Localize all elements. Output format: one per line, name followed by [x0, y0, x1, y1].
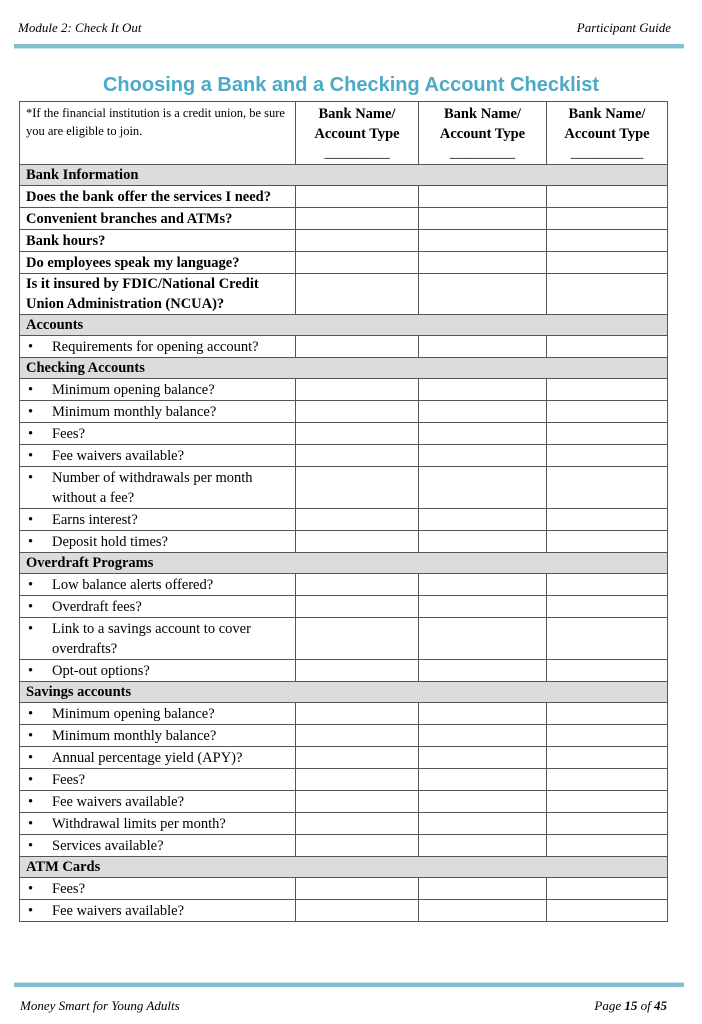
checklist-row — [20, 509, 668, 531]
checklist-row — [20, 618, 668, 660]
column-header-bank-1 — [296, 102, 419, 165]
answer-cell-bank-2[interactable] — [419, 186, 547, 208]
checklist-row — [20, 835, 668, 857]
bullet-text: Low balance alerts offered? — [52, 576, 214, 593]
section-heading: Savings accounts — [20, 682, 668, 703]
bullet-icon: • — [28, 815, 34, 832]
answer-cell-bank-3[interactable] — [547, 596, 668, 618]
answer-cell-bank-1[interactable] — [296, 747, 419, 769]
bullet-icon: • — [28, 381, 34, 398]
checklist-question — [20, 401, 296, 423]
checklist-question — [20, 379, 296, 401]
bullet-item — [26, 726, 289, 746]
answer-cell-bank-3[interactable] — [547, 791, 668, 813]
bullet-item — [26, 901, 289, 921]
column-header-line1: Bank Name/ — [444, 106, 521, 122]
checklist-row — [20, 725, 668, 747]
answer-cell-bank-1[interactable] — [296, 531, 419, 553]
answer-cell-bank-3[interactable] — [547, 725, 668, 747]
bullet-icon: • — [28, 469, 34, 486]
bullet-icon: • — [28, 447, 34, 464]
eligibility-note: *If the financial institution is a credit union, be sure you are eligible to join. — [20, 102, 296, 165]
answer-cell-bank-1[interactable] — [296, 703, 419, 725]
bullet-item — [26, 575, 289, 595]
bullet-icon: • — [28, 771, 34, 788]
section-heading: Overdraft Programs — [20, 553, 668, 574]
bullet-item — [26, 468, 289, 508]
answer-cell-bank-1[interactable] — [296, 813, 419, 835]
bullet-text: Link to a savings account to cover overdrafts? — [52, 620, 251, 657]
bullet-text: Overdraft fees? — [52, 598, 142, 615]
checklist-row — [20, 230, 668, 252]
answer-cell-bank-3[interactable] — [547, 531, 668, 553]
checklist-row — [20, 445, 668, 467]
section-heading: Accounts — [20, 315, 668, 336]
bullet-item — [26, 510, 289, 530]
column-header-line2: Account Type — [314, 126, 400, 142]
bullet-text: Fees? — [52, 880, 86, 897]
checklist-row — [20, 186, 668, 208]
section-row — [20, 857, 668, 878]
checklist-question: Does the bank offer the services I need? — [20, 186, 296, 208]
answer-cell-bank-1[interactable] — [296, 379, 419, 401]
checklist-question — [20, 618, 296, 660]
answer-cell-bank-3[interactable] — [547, 336, 668, 358]
answer-cell-bank-3[interactable] — [547, 703, 668, 725]
answer-cell-bank-2[interactable] — [419, 401, 547, 423]
bullet-icon: • — [28, 576, 34, 593]
checklist-table — [19, 101, 668, 922]
bullet-item — [26, 402, 289, 422]
checklist-question — [20, 423, 296, 445]
answer-cell-bank-1[interactable] — [296, 467, 419, 509]
answer-cell-bank-2[interactable] — [419, 703, 547, 725]
checklist-row — [20, 878, 668, 900]
answer-cell-bank-1[interactable] — [296, 336, 419, 358]
checklist-row — [20, 467, 668, 509]
answer-cell-bank-1[interactable] — [296, 878, 419, 900]
bullet-item — [26, 424, 289, 444]
bullet-item — [26, 748, 289, 768]
bullet-icon: • — [28, 705, 34, 722]
bullet-item — [26, 532, 289, 552]
checklist-question: Bank hours? — [20, 230, 296, 252]
answer-cell-bank-3[interactable] — [547, 274, 668, 315]
answer-cell-bank-2[interactable] — [419, 618, 547, 660]
answer-cell-bank-3[interactable] — [547, 186, 668, 208]
checklist-question — [20, 467, 296, 509]
answer-cell-bank-3[interactable] — [547, 878, 668, 900]
bullet-icon: • — [28, 598, 34, 615]
checklist-row — [20, 208, 668, 230]
of-word: of — [640, 998, 651, 1013]
checklist-question — [20, 445, 296, 467]
answer-cell-bank-2[interactable] — [419, 379, 547, 401]
answer-cell-bank-2[interactable] — [419, 574, 547, 596]
section-row — [20, 682, 668, 703]
answer-cell-bank-3[interactable] — [547, 252, 668, 274]
bullet-icon: • — [28, 511, 34, 528]
checklist-question: Is it insured by FDIC/National Credit Union Administration (NCUA)? — [20, 274, 296, 315]
bullet-icon: • — [28, 662, 34, 679]
bullet-icon: • — [28, 727, 34, 744]
section-heading: Checking Accounts — [20, 358, 668, 379]
checklist-row — [20, 401, 668, 423]
answer-cell-bank-3[interactable] — [547, 660, 668, 682]
answer-cell-bank-2[interactable] — [419, 596, 547, 618]
answer-cell-bank-1[interactable] — [296, 401, 419, 423]
page-current: 15 — [624, 998, 638, 1013]
column-header-line2: Account Type — [564, 126, 650, 142]
bullet-text: Requirements for opening account? — [52, 338, 259, 355]
bullet-icon: • — [28, 880, 34, 897]
answer-cell-bank-1[interactable] — [296, 208, 419, 230]
answer-cell-bank-1[interactable] — [296, 791, 419, 813]
bullet-text: Minimum opening balance? — [52, 705, 215, 722]
answer-cell-bank-1[interactable] — [296, 900, 419, 922]
column-header-blank: _________ — [324, 145, 390, 161]
bullet-icon: • — [28, 837, 34, 854]
checklist-row — [20, 336, 668, 358]
page-header-left: Module 2: Check It Out — [18, 20, 142, 35]
checklist-question — [20, 835, 296, 857]
answer-cell-bank-2[interactable] — [419, 230, 547, 252]
footer-rule — [14, 982, 684, 987]
answer-cell-bank-1[interactable] — [296, 596, 419, 618]
answer-cell-bank-3[interactable] — [547, 208, 668, 230]
bullet-text: Fee waivers available? — [52, 793, 185, 810]
checklist-row — [20, 596, 668, 618]
checklist-question — [20, 725, 296, 747]
answer-cell-bank-3[interactable] — [547, 835, 668, 857]
bullet-icon: • — [28, 793, 34, 810]
page-word: Page — [594, 998, 622, 1013]
checklist-row — [20, 813, 668, 835]
checklist-row — [20, 252, 668, 274]
bullet-text: Minimum monthly balance? — [52, 727, 217, 744]
answer-cell-bank-3[interactable] — [547, 401, 668, 423]
answer-cell-bank-1[interactable] — [296, 186, 419, 208]
answer-cell-bank-2[interactable] — [419, 725, 547, 747]
bullet-item — [26, 337, 289, 357]
bullet-icon: • — [28, 749, 34, 766]
answer-cell-bank-3[interactable] — [547, 900, 668, 922]
bullet-text: Earns interest? — [52, 511, 138, 528]
answer-cell-bank-3[interactable] — [547, 618, 668, 660]
answer-cell-bank-2[interactable] — [419, 531, 547, 553]
bullet-item — [26, 446, 289, 466]
answer-cell-bank-2[interactable] — [419, 467, 547, 509]
checklist-row — [20, 791, 668, 813]
answer-cell-bank-2[interactable] — [419, 835, 547, 857]
answer-cell-bank-2[interactable] — [419, 423, 547, 445]
bullet-text: Opt-out options? — [52, 662, 150, 679]
checklist-row — [20, 703, 668, 725]
table-header-row — [20, 102, 668, 165]
answer-cell-bank-2[interactable] — [419, 813, 547, 835]
bullet-text: Fee waivers available? — [52, 447, 185, 464]
checklist-question — [20, 791, 296, 813]
column-header-line1: Bank Name/ — [568, 106, 646, 122]
column-header-line2: Account Type — [439, 126, 526, 142]
bullet-item — [26, 814, 289, 834]
answer-cell-bank-3[interactable] — [547, 230, 668, 252]
page-header-right: Participant Guide — [576, 20, 671, 35]
answer-cell-bank-1[interactable] — [296, 274, 419, 315]
answer-cell-bank-3[interactable] — [547, 379, 668, 401]
answer-cell-bank-1[interactable] — [296, 252, 419, 274]
bullet-text: Deposit hold times? — [52, 533, 168, 550]
bullet-item — [26, 597, 289, 617]
checklist-row — [20, 747, 668, 769]
bullet-text: Services available? — [52, 837, 164, 854]
column-header-bank-2 — [419, 102, 547, 165]
checklist-question — [20, 900, 296, 922]
checklist-question — [20, 336, 296, 358]
page-total: 45 — [654, 998, 667, 1013]
header-rule — [14, 44, 684, 49]
answer-cell-bank-1[interactable] — [296, 230, 419, 252]
bullet-icon: • — [28, 338, 34, 355]
section-row — [20, 358, 668, 379]
answer-cell-bank-1[interactable] — [296, 835, 419, 857]
answer-cell-bank-1[interactable] — [296, 509, 419, 531]
bullet-item — [26, 704, 289, 724]
bullet-text: Annual percentage yield (APY)? — [52, 749, 243, 766]
section-row — [20, 165, 668, 186]
bullet-text: Minimum monthly balance? — [52, 403, 217, 420]
bullet-item — [26, 879, 289, 899]
checklist-question — [20, 531, 296, 553]
bullet-item — [26, 661, 289, 681]
bullet-item — [26, 770, 289, 790]
checklist-question — [20, 703, 296, 725]
bullet-icon: • — [28, 425, 34, 442]
answer-cell-bank-3[interactable] — [547, 769, 668, 791]
answer-cell-bank-1[interactable] — [296, 574, 419, 596]
bullet-item — [26, 792, 289, 812]
answer-cell-bank-2[interactable] — [419, 274, 547, 315]
checklist-question — [20, 747, 296, 769]
section-heading: Bank Information — [20, 165, 668, 186]
bullet-item — [26, 836, 289, 856]
answer-cell-bank-2[interactable] — [419, 509, 547, 531]
column-header-blank: __________ — [570, 145, 644, 161]
answer-cell-bank-2[interactable] — [419, 769, 547, 791]
footer-left: Money Smart for Young Adults — [20, 998, 180, 1013]
answer-cell-bank-1[interactable] — [296, 445, 419, 467]
answer-cell-bank-1[interactable] — [296, 660, 419, 682]
checklist-row — [20, 423, 668, 445]
bullet-text: Number of withdrawals per month without a fee? — [52, 469, 253, 506]
answer-cell-bank-2[interactable] — [419, 878, 547, 900]
bullet-text: Fee waivers available? — [52, 902, 185, 919]
checklist-row — [20, 900, 668, 922]
answer-cell-bank-1[interactable] — [296, 618, 419, 660]
column-header-line1: Bank Name/ — [318, 106, 396, 122]
page-number — [594, 998, 667, 1014]
section-row — [20, 553, 668, 574]
answer-cell-bank-3[interactable] — [547, 747, 668, 769]
answer-cell-bank-2[interactable] — [419, 252, 547, 274]
checklist-question: Convenient branches and ATMs? — [20, 208, 296, 230]
bullet-icon: • — [28, 533, 34, 550]
checklist-row — [20, 660, 668, 682]
bullet-text: Fees? — [52, 425, 86, 442]
checklist-question — [20, 813, 296, 835]
checklist-question — [20, 509, 296, 531]
section-row — [20, 315, 668, 336]
bullet-text: Withdrawal limits per month? — [52, 815, 226, 832]
answer-cell-bank-2[interactable] — [419, 660, 547, 682]
page-title: Choosing a Bank and a Checking Account Checklist — [102, 74, 599, 96]
bullet-icon: • — [28, 403, 34, 420]
column-header-bank-3 — [547, 102, 668, 165]
answer-cell-bank-2[interactable] — [419, 791, 547, 813]
checklist-question — [20, 878, 296, 900]
answer-cell-bank-3[interactable] — [547, 509, 668, 531]
checklist-row — [20, 274, 668, 315]
answer-cell-bank-2[interactable] — [419, 336, 547, 358]
section-heading: ATM Cards — [20, 857, 668, 878]
bullet-item — [26, 380, 289, 400]
checklist-row — [20, 379, 668, 401]
bullet-text: Fees? — [52, 771, 86, 788]
answer-cell-bank-3[interactable] — [547, 467, 668, 509]
checklist-question: Do employees speak my language? — [20, 252, 296, 274]
checklist-row — [20, 531, 668, 553]
answer-cell-bank-2[interactable] — [419, 208, 547, 230]
column-header-blank: _________ — [449, 145, 516, 161]
bullet-icon: • — [28, 902, 34, 919]
answer-cell-bank-1[interactable] — [296, 725, 419, 747]
checklist-question — [20, 574, 296, 596]
checklist-row — [20, 769, 668, 791]
answer-cell-bank-3[interactable] — [547, 574, 668, 596]
answer-cell-bank-2[interactable] — [419, 900, 547, 922]
checklist-question — [20, 769, 296, 791]
answer-cell-bank-3[interactable] — [547, 423, 668, 445]
answer-cell-bank-3[interactable] — [547, 445, 668, 467]
checklist-question — [20, 596, 296, 618]
answer-cell-bank-1[interactable] — [296, 769, 419, 791]
bullet-text: Minimum opening balance? — [52, 381, 215, 398]
bullet-item — [26, 619, 289, 659]
bullet-icon: • — [28, 620, 34, 637]
checklist-row — [20, 574, 668, 596]
answer-cell-bank-2[interactable] — [419, 747, 547, 769]
checklist-question — [20, 660, 296, 682]
answer-cell-bank-2[interactable] — [419, 445, 547, 467]
answer-cell-bank-3[interactable] — [547, 813, 668, 835]
answer-cell-bank-1[interactable] — [296, 423, 419, 445]
